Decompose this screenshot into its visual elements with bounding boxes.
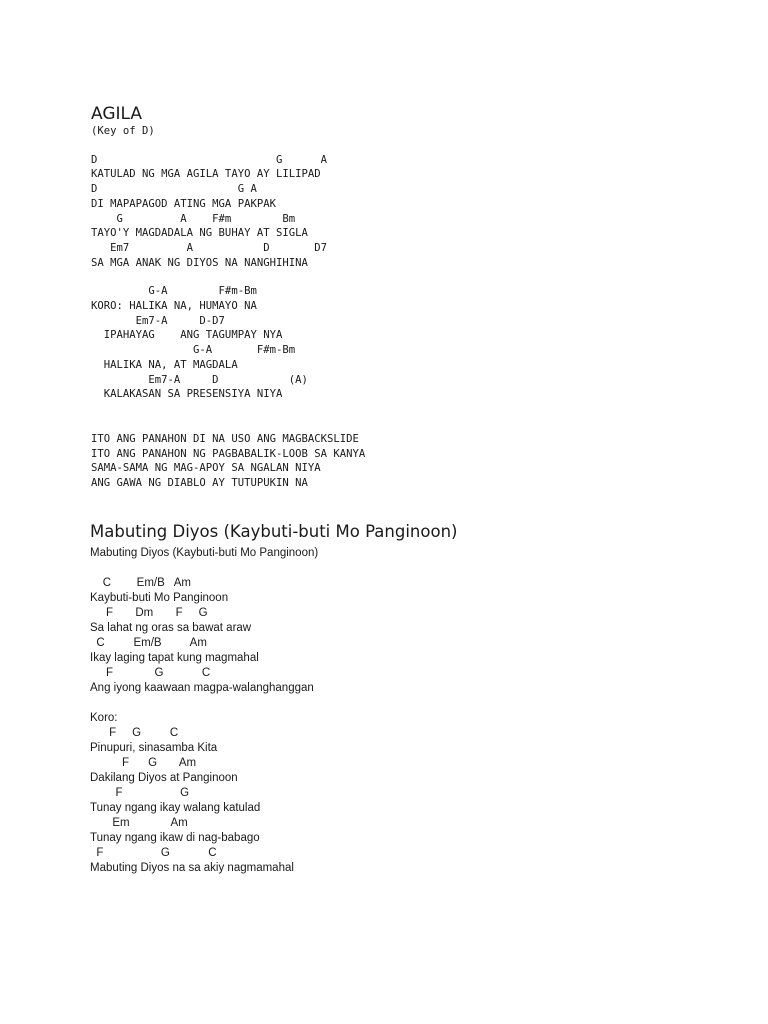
lyric-line: SA MGA ANAK NG DIYOS NA NANGHIHINA xyxy=(91,256,308,269)
song-agila xyxy=(91,104,365,491)
lyric-line: Ang iyong kaawaan magpa-walanghanggan xyxy=(90,682,314,694)
lyric-line: F G C xyxy=(90,667,211,679)
lyric-line: C Em/B Am xyxy=(90,577,191,589)
lyric-line: Tunay ngang ikaw di nag-babago xyxy=(90,832,260,844)
lyric-line: KATULAD NG MGA AGILA TAYO AY LILIPAD xyxy=(91,168,321,181)
lyric-line: F G C xyxy=(90,727,179,739)
lyric-line: Mabuting Diyos na sa akiy nagmamahal xyxy=(90,862,294,874)
chorus-agila xyxy=(91,284,365,402)
chorus-label: Koro: xyxy=(90,712,118,724)
verse-agila xyxy=(91,153,365,271)
bridge-agila xyxy=(91,432,365,491)
lyric-line: Sa lahat ng oras sa bawat araw xyxy=(90,622,252,634)
lyric-line: Ikay laging tapat kung magmahal xyxy=(90,652,259,664)
song-title-mabuting-diyos: Mabuting Diyos (Kaybuti-buti Mo Panginoon) xyxy=(90,522,458,541)
lyric-line: IPAHAYAG ANG TAGUMPAY NYA xyxy=(91,329,283,342)
lyric-line: Em7-A D-D7 xyxy=(91,314,225,327)
lyric-line: Em7 A D D7 xyxy=(91,241,327,254)
song-subtitle: Mabuting Diyos (Kaybuti-buti Mo Panginoon) xyxy=(90,547,319,559)
lyric-line: ANG GAWA NG DIABLO AY TUTUPUKIN NA xyxy=(91,477,308,490)
song-title-agila: AGILA xyxy=(91,104,143,124)
lyric-line: Em7-A D (A) xyxy=(91,373,308,386)
lyric-line: G-A F#m-Bm xyxy=(91,285,257,298)
lyric-line: D G A xyxy=(91,153,327,166)
lyric-line: Em Am xyxy=(90,817,188,829)
song-key: (Key of D) xyxy=(91,125,155,137)
lyric-line: D G A xyxy=(91,183,257,196)
lyric-line: Pinupuri, sinasamba Kita xyxy=(90,742,218,754)
lyric-line: HALIKA NA, AT MAGDALA xyxy=(91,358,238,371)
verse-mabuting-diyos xyxy=(90,576,457,696)
lyric-line: ITO ANG PANAHON DI NA USO ANG MAGBACKSLIDE xyxy=(91,432,359,445)
chorus-mabuting-diyos xyxy=(90,711,457,876)
lyric-line: Tunay ngang ikay walang katulad xyxy=(90,802,261,814)
lyric-line: KORO: HALIKA NA, HUMAYO NA xyxy=(91,300,257,313)
lyric-line: DI MAPAPAGOD ATING MGA PAKPAK xyxy=(91,197,276,210)
lyric-line: G A F#m Bm xyxy=(91,212,296,225)
lyric-line: KALAKASAN SA PRESENSIYA NIYA xyxy=(91,388,283,401)
lyric-line: C Em/B Am xyxy=(90,637,207,649)
lyric-line: F G xyxy=(90,787,190,799)
lyric-line: ITO ANG PANAHON NG PAGBABALIK-LOOB SA KANYA xyxy=(91,447,366,460)
lyric-line: F Dm F G xyxy=(90,607,208,619)
lyric-line: SAMA-SAMA NG MAG-APOY SA NGALAN NIYA xyxy=(91,462,321,475)
lyric-line: Kaybuti-buti Mo Panginoon xyxy=(90,592,229,604)
lyric-line: Dakilang Diyos at Panginoon xyxy=(90,772,238,784)
lyric-line: F G Am xyxy=(90,757,197,769)
lyric-line: TAYO'Y MAGDADALA NG BUHAY AT SIGLA xyxy=(91,227,308,240)
lyric-line: F G C xyxy=(90,847,217,859)
lyric-line: G-A F#m-Bm xyxy=(91,344,296,357)
song-mabuting-diyos xyxy=(90,520,457,876)
